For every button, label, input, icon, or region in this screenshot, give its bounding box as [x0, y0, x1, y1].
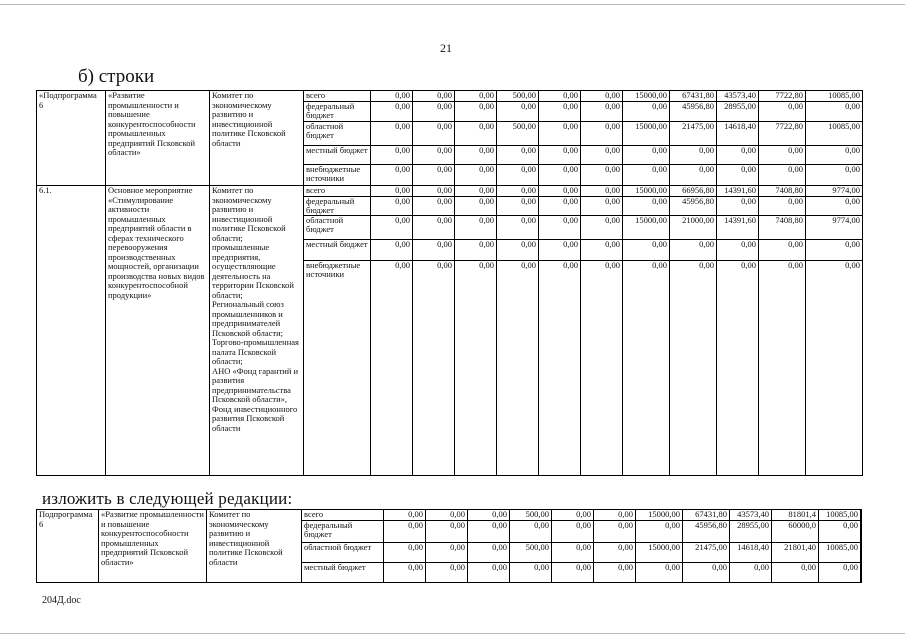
- value-cell: 0,00: [371, 261, 413, 476]
- value-cell: 0,00: [759, 102, 806, 122]
- value-cell: 0,00: [670, 261, 717, 476]
- value-cell: 0,00: [806, 146, 863, 165]
- value-cell: 0,00: [552, 562, 594, 582]
- value-cell: 28955,00: [717, 102, 759, 122]
- value-cell: 0,00: [594, 510, 636, 521]
- value-cell: 0,00: [371, 91, 413, 102]
- cell-col1: 6.1.: [37, 186, 106, 476]
- value-cell: 7722,80: [759, 122, 806, 146]
- value-cell: 14391,60: [717, 186, 759, 197]
- value-cell: 0,00: [759, 146, 806, 165]
- value-cell: 15000,00: [623, 216, 670, 240]
- value-cell: 0,00: [717, 240, 759, 261]
- value-cell: 0,00: [468, 542, 510, 562]
- table-row: [37, 510, 862, 521]
- value-cell: 500,00: [510, 542, 552, 562]
- value-cell: 0,00: [426, 510, 468, 521]
- funding-source-cell: федеральный бюджет: [302, 520, 384, 542]
- funding-source-cell: местный бюджет: [304, 240, 371, 261]
- value-cell: 0,00: [670, 165, 717, 186]
- value-cell: 500,00: [497, 122, 539, 146]
- value-cell: 0,00: [455, 186, 497, 197]
- value-cell: 0,00: [581, 261, 623, 476]
- value-cell: 0,00: [581, 165, 623, 186]
- value-cell: 9774,00: [806, 216, 863, 240]
- value-cell: 0,00: [581, 122, 623, 146]
- funding-source-cell: внебюджетные источники: [304, 165, 371, 186]
- value-cell: 0,00: [636, 562, 683, 582]
- value-cell: 0,00: [413, 122, 455, 146]
- value-cell: 0,00: [371, 102, 413, 122]
- value-cell: 0,00: [426, 562, 468, 582]
- value-cell: 0,00: [759, 240, 806, 261]
- value-cell: 14618,40: [730, 542, 772, 562]
- value-cell: 0,00: [539, 102, 581, 122]
- value-cell: 10085,00: [806, 122, 863, 146]
- value-cell: 0,00: [552, 510, 594, 521]
- value-cell: 0,00: [581, 216, 623, 240]
- value-cell: 66956,80: [670, 186, 717, 197]
- value-cell: 0,00: [413, 216, 455, 240]
- value-cell: 0,00: [455, 91, 497, 102]
- value-cell: 0,00: [413, 102, 455, 122]
- value-cell: 0,00: [717, 146, 759, 165]
- cell-col1: Подпрограмма 6: [37, 510, 99, 583]
- value-cell: 0,00: [539, 216, 581, 240]
- funding-source-cell: внебюджетные источники: [304, 261, 371, 476]
- value-cell: 45956,80: [670, 102, 717, 122]
- value-cell: 500,00: [497, 91, 539, 102]
- value-cell: 0,00: [497, 102, 539, 122]
- budget-table-new: [36, 509, 862, 583]
- value-cell: [861, 520, 862, 542]
- value-cell: 0,00: [539, 197, 581, 216]
- section-heading-new-edition: изложить в следующей редакции:: [42, 489, 293, 508]
- value-cell: 21801,40: [772, 542, 819, 562]
- value-cell: 0,00: [468, 562, 510, 582]
- value-cell: 45956,80: [683, 520, 730, 542]
- value-cell: 0,00: [455, 102, 497, 122]
- scan-edge-top: [0, 4, 905, 5]
- value-cell: 0,00: [594, 562, 636, 582]
- funding-source-cell: областной бюджет: [304, 216, 371, 240]
- value-cell: 81801,4: [772, 510, 819, 521]
- value-cell: 7722,80: [759, 91, 806, 102]
- value-cell: 0,00: [384, 562, 426, 582]
- value-cell: 0,00: [371, 165, 413, 186]
- value-cell: 28955,00: [730, 520, 772, 542]
- value-cell: 0,00: [455, 216, 497, 240]
- cell-col2: Основное мероприятие «Стимулирование активности промышленных предприятий области в сферах технического перевооружения производственных мощностей, организации производства новых видов конкурентоспособной продукции»: [106, 186, 210, 476]
- value-cell: 0,00: [497, 165, 539, 186]
- value-cell: 0,00: [371, 146, 413, 165]
- value-cell: 0,00: [594, 542, 636, 562]
- value-cell: 0,00: [539, 186, 581, 197]
- value-cell: 60000,0: [772, 520, 819, 542]
- value-cell: 0,00: [806, 197, 863, 216]
- value-cell: 0,00: [806, 102, 863, 122]
- value-cell: 0,00: [497, 197, 539, 216]
- value-cell: 0,00: [552, 520, 594, 542]
- value-cell: 0,00: [819, 520, 861, 542]
- value-cell: 0,00: [539, 91, 581, 102]
- value-cell: 0,00: [371, 216, 413, 240]
- value-cell: 67431,80: [670, 91, 717, 102]
- value-cell: 0,00: [623, 165, 670, 186]
- value-cell: 0,00: [455, 165, 497, 186]
- scan-edge-bottom: [0, 633, 905, 634]
- budget-table-old: [36, 90, 863, 476]
- value-cell: 0,00: [623, 240, 670, 261]
- value-cell: 9774,00: [806, 186, 863, 197]
- cell-col3: Комитет по экономическому развитию и инвестиционной политике Псковской области: [207, 510, 302, 583]
- value-cell: 15000,00: [623, 186, 670, 197]
- value-cell: 0,00: [455, 122, 497, 146]
- value-cell: 0,00: [581, 197, 623, 216]
- value-cell: 0,00: [413, 165, 455, 186]
- value-cell: 0,00: [539, 146, 581, 165]
- value-cell: 0,00: [539, 122, 581, 146]
- funding-source-cell: всего: [304, 186, 371, 197]
- funding-source-cell: местный бюджет: [302, 562, 384, 582]
- value-cell: 10085,00: [806, 91, 863, 102]
- value-cell: 21475,00: [670, 122, 717, 146]
- value-cell: 0,00: [539, 261, 581, 476]
- value-cell: 0,00: [371, 186, 413, 197]
- value-cell: 0,00: [552, 542, 594, 562]
- value-cell: 0,00: [581, 102, 623, 122]
- value-cell: 0,00: [670, 240, 717, 261]
- value-cell: 0,00: [683, 562, 730, 582]
- value-cell: 0,00: [759, 197, 806, 216]
- value-cell: 0,00: [413, 91, 455, 102]
- value-cell: 0,00: [539, 165, 581, 186]
- value-cell: 15000,00: [623, 91, 670, 102]
- value-cell: 0,00: [497, 261, 539, 476]
- value-cell: 0,00: [468, 520, 510, 542]
- value-cell: 0,00: [772, 562, 819, 582]
- value-cell: 0,00: [623, 197, 670, 216]
- value-cell: 10085,00: [819, 542, 861, 562]
- value-cell: 43573,40: [717, 91, 759, 102]
- value-cell: 0,00: [730, 562, 772, 582]
- value-cell: 0,00: [413, 197, 455, 216]
- funding-source-cell: всего: [302, 510, 384, 521]
- value-cell: 10085,00: [819, 510, 861, 521]
- funding-source-cell: областной бюджет: [302, 542, 384, 562]
- value-cell: 0,00: [806, 240, 863, 261]
- cell-col1: «Подпрограмма 6: [37, 91, 106, 186]
- value-cell: 67431,80: [683, 510, 730, 521]
- value-cell: 0,00: [806, 261, 863, 476]
- value-cell: 0,00: [413, 240, 455, 261]
- funding-source-cell: местный бюджет: [304, 146, 371, 165]
- page-number: 21: [440, 41, 452, 55]
- value-cell: 0,00: [413, 146, 455, 165]
- footer-filename: 204Д.doc: [42, 595, 81, 606]
- funding-source-cell: всего: [304, 91, 371, 102]
- value-cell: 0,00: [384, 510, 426, 521]
- value-cell: 21475,00: [683, 542, 730, 562]
- cell-col2: «Развитие промышленности и повышение конкурентоспособности промышленных предприятий Псковской области»: [106, 91, 210, 186]
- value-cell: 21000,00: [670, 216, 717, 240]
- value-cell: 0,00: [371, 197, 413, 216]
- value-cell: 7408,80: [759, 186, 806, 197]
- value-cell: 0,00: [384, 520, 426, 542]
- value-cell: 0,00: [455, 146, 497, 165]
- value-cell: 45956,80: [670, 197, 717, 216]
- value-cell: 0,00: [759, 261, 806, 476]
- value-cell: 0,00: [539, 240, 581, 261]
- cell-col3: Комитет по экономическому развитию и инвестиционной политике Псковской области: [210, 91, 304, 186]
- value-cell: 0,00: [581, 240, 623, 261]
- funding-source-cell: федеральный бюджет: [304, 197, 371, 216]
- value-cell: 0,00: [413, 186, 455, 197]
- value-cell: 0,00: [581, 146, 623, 165]
- value-cell: 0,00: [636, 520, 683, 542]
- value-cell: 0,00: [455, 240, 497, 261]
- value-cell: 0,00: [413, 261, 455, 476]
- value-cell: 0,00: [497, 146, 539, 165]
- value-cell: 15000,00: [636, 542, 683, 562]
- value-cell: 0,00: [426, 520, 468, 542]
- value-cell: 15000,00: [636, 510, 683, 521]
- value-cell: 0,00: [426, 542, 468, 562]
- value-cell: 15000,00: [623, 122, 670, 146]
- funding-source-cell: федеральный бюджет: [304, 102, 371, 122]
- value-cell: 43573,40: [730, 510, 772, 521]
- value-cell: 0,00: [497, 216, 539, 240]
- cell-col2: «Развитие промышленности и повышение конкурентоспособности промышленных предприятий Псковской области»: [99, 510, 207, 583]
- value-cell: 0,00: [497, 240, 539, 261]
- value-cell: 500,00: [510, 510, 552, 521]
- funding-source-cell: областной бюджет: [304, 122, 371, 146]
- value-cell: 0,00: [717, 165, 759, 186]
- value-cell: 0,00: [468, 510, 510, 521]
- value-cell: 0,00: [819, 562, 861, 582]
- table-row: [37, 186, 863, 197]
- value-cell: 14618,40: [717, 122, 759, 146]
- cell-col3: Комитет по экономическому развитию и инвестиционной политике Псковской области; промышленные предприятия, осуществляющие деятельность на территории Псковской области; Региональный союз промышленников и предпринимателей Псковской области; Торгово-промышленная палата Псковской области; АНО «Фонд гарантий и развития предпринимательства Псковской области», Фонд инвестиционного развития Псковской области: [210, 186, 304, 476]
- value-cell: 0,00: [455, 261, 497, 476]
- value-cell: 0,00: [371, 122, 413, 146]
- value-cell: 0,00: [623, 261, 670, 476]
- value-cell: 0,00: [623, 102, 670, 122]
- value-cell: 0,00: [581, 91, 623, 102]
- value-cell: 0,00: [581, 186, 623, 197]
- value-cell: 0,00: [594, 520, 636, 542]
- value-cell: 0,00: [670, 146, 717, 165]
- value-cell: 0,00: [510, 520, 552, 542]
- value-cell: 0,00: [371, 240, 413, 261]
- value-cell: 0,00: [455, 197, 497, 216]
- value-cell: 0,00: [497, 186, 539, 197]
- value-cell: [861, 542, 862, 562]
- value-cell: 0,00: [384, 542, 426, 562]
- value-cell: 7408,80: [759, 216, 806, 240]
- value-cell: 0,00: [717, 261, 759, 476]
- value-cell: 0,00: [759, 165, 806, 186]
- value-cell: 0,00: [510, 562, 552, 582]
- section-heading-rows: б) строки: [78, 66, 155, 87]
- value-cell: [861, 510, 862, 521]
- value-cell: 0,00: [717, 197, 759, 216]
- table-row: [37, 91, 863, 102]
- value-cell: 0,00: [623, 146, 670, 165]
- value-cell: [861, 562, 862, 582]
- value-cell: 0,00: [806, 165, 863, 186]
- value-cell: 14391,60: [717, 216, 759, 240]
